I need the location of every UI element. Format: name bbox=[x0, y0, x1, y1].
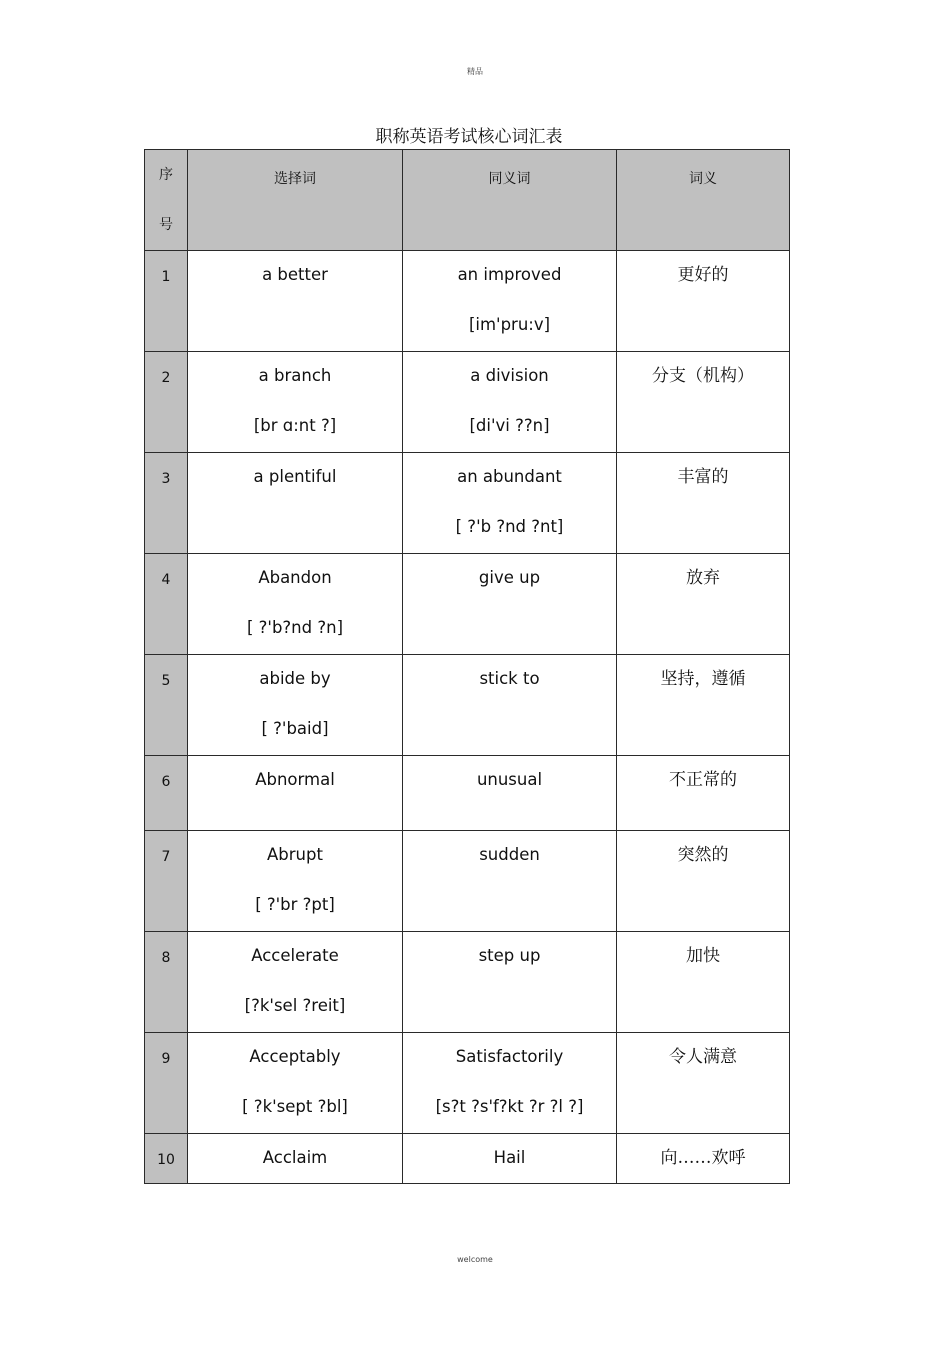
page-header: 精品 bbox=[467, 67, 483, 76]
header-meaning: 词义 bbox=[617, 150, 790, 251]
header-synonym: 同义词 bbox=[403, 150, 617, 251]
table-row bbox=[145, 251, 790, 352]
row-index: 7 bbox=[145, 831, 188, 932]
meaning-cell: 不正常的 bbox=[617, 756, 790, 831]
table-row bbox=[145, 352, 790, 453]
row-index: 4 bbox=[145, 554, 188, 655]
row-index: 9 bbox=[145, 1033, 188, 1134]
synonym-cell: stick to bbox=[403, 655, 617, 756]
word-cell: Abnormal bbox=[188, 756, 403, 831]
synonym-cell: an abundant [ ?'b ?nd ?nt] bbox=[403, 453, 617, 554]
word-cell: a better bbox=[188, 251, 403, 352]
word-cell: a branch [br ɑ:nt ?] bbox=[188, 352, 403, 453]
table-row bbox=[145, 453, 790, 554]
synonym-cell: unusual bbox=[403, 756, 617, 831]
synonym-cell: give up bbox=[403, 554, 617, 655]
meaning-cell: 更好的 bbox=[617, 251, 790, 352]
meaning-cell: 放弃 bbox=[617, 554, 790, 655]
table-header-row bbox=[145, 150, 790, 251]
synonym-cell: a division [di'vi ??n] bbox=[403, 352, 617, 453]
word-cell: Acceptably [ ?k'sept ?bl] bbox=[188, 1033, 403, 1134]
meaning-cell: 丰富的 bbox=[617, 453, 790, 554]
row-index: 8 bbox=[145, 932, 188, 1033]
header-index-line2: 号 bbox=[159, 217, 173, 233]
header-word: 选择词 bbox=[188, 150, 403, 251]
table-row bbox=[145, 932, 790, 1033]
meaning-cell: 突然的 bbox=[617, 831, 790, 932]
vocabulary-table bbox=[144, 149, 790, 1184]
meaning-cell: 向……欢呼 bbox=[617, 1134, 790, 1184]
word-cell: a plentiful bbox=[188, 453, 403, 554]
header-index bbox=[145, 150, 188, 251]
word-cell: Accelerate [?k'sel ?reit] bbox=[188, 932, 403, 1033]
row-index: 10 bbox=[145, 1134, 188, 1184]
table-row bbox=[145, 655, 790, 756]
synonym-cell: an improved [im'pru:v] bbox=[403, 251, 617, 352]
row-index: 2 bbox=[145, 352, 188, 453]
word-cell: abide by [ ?'baid] bbox=[188, 655, 403, 756]
row-index: 1 bbox=[145, 251, 188, 352]
synonym-cell: step up bbox=[403, 932, 617, 1033]
word-cell: Abandon [ ?'b?nd ?n] bbox=[188, 554, 403, 655]
meaning-cell: 分支（机构） bbox=[617, 352, 790, 453]
meaning-cell: 坚持，遵循 bbox=[617, 655, 790, 756]
table-row bbox=[145, 756, 790, 831]
synonym-cell: Satisfactorily [s?t ?s'f?kt ?r ?l ?] bbox=[403, 1033, 617, 1134]
table-row bbox=[145, 554, 790, 655]
row-index: 6 bbox=[145, 756, 188, 831]
word-cell: Acclaim bbox=[188, 1134, 403, 1184]
row-index: 3 bbox=[145, 453, 188, 554]
word-cell: Abrupt [ ?'br ?pt] bbox=[188, 831, 403, 932]
synonym-cell: sudden bbox=[403, 831, 617, 932]
table-row bbox=[145, 1033, 790, 1134]
document-title: 职称英语考试核心词汇表 bbox=[375, 127, 563, 147]
table-row bbox=[145, 1134, 790, 1184]
header-index-line1: 序 bbox=[159, 167, 173, 183]
row-index: 5 bbox=[145, 655, 188, 756]
page-footer: welcome bbox=[457, 1255, 493, 1264]
synonym-cell: Hail bbox=[403, 1134, 617, 1184]
meaning-cell: 加快 bbox=[617, 932, 790, 1033]
table-row bbox=[145, 831, 790, 932]
meaning-cell: 令人满意 bbox=[617, 1033, 790, 1134]
